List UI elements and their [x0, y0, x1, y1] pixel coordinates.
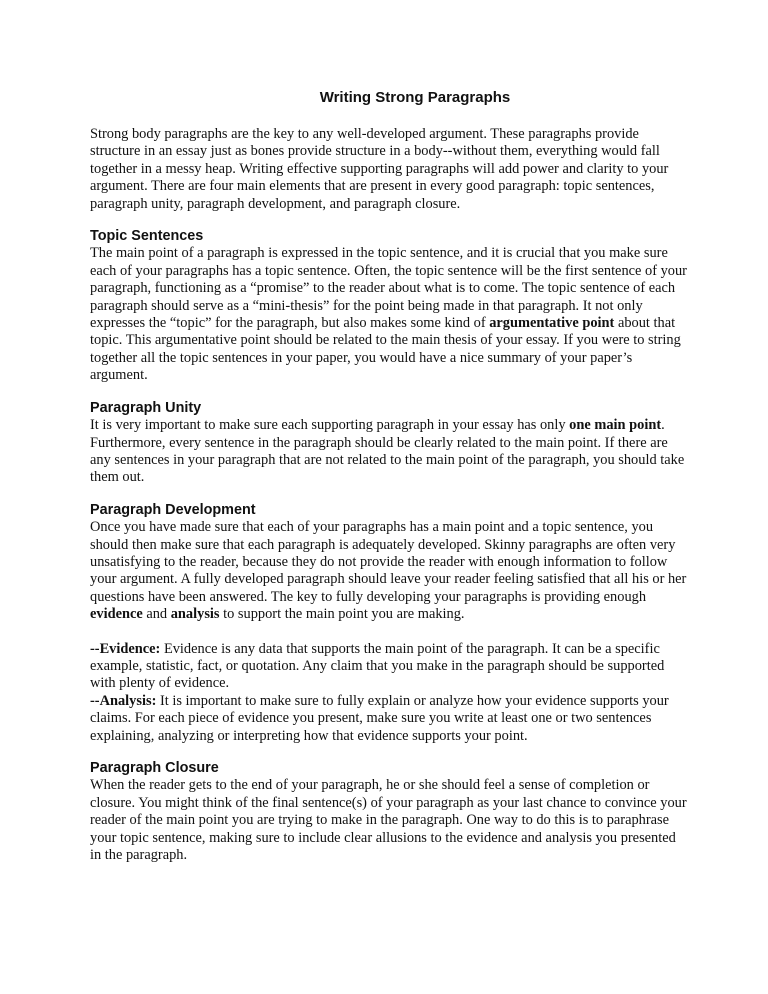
bold-term-one-main-point: one main point: [569, 417, 662, 434]
evidence-paragraph: [90, 641, 690, 693]
text-run: It is important to make sure to fully explain or analyze how your evidence supports your claims. For each piece of evidence you present, make sure you write at least one or two sentences explaining, analyzing or interpreting how that evidence supports your point.: [90, 692, 669, 744]
text-run: . Furthermore, every sentence in the paragraph should be clearly related to the main point. If there are any sentences in your paragraph that are not related to the main point of the paragraph, you should take them out.: [90, 417, 685, 486]
section-heading-topic-sentences: Topic Sentences: [90, 228, 204, 245]
text-run: to support the main point you are making.: [219, 606, 465, 623]
paragraph-unity-paragraph: [90, 417, 690, 487]
text-run: about that topic. This argumentative point should be related to the main thesis of your essay. If you were to string together all the topic sentences in your paper, you would have a nice summary of your paper’s argument.: [90, 315, 681, 384]
section-heading-paragraph-development: Paragraph Development: [90, 501, 256, 518]
evidence-label: --Evidence:: [90, 640, 161, 657]
section-paragraph-closure: [90, 760, 690, 864]
topic-sentences-paragraph: [90, 245, 690, 384]
analysis-label: --Analysis:: [90, 692, 157, 709]
text-run: The main point of a paragraph is expressed in the topic sentence, and it is crucial that you make sure each of your paragraphs has a topic sentence. Often, the topic sentence will be the first sentence of your paragraph, functioning as a “promise” to the reader about what is to come. The topic sentence of each paragraph should serve as a “mini-thesis” for the point being made in that paragraph. It not only expresses the “topic” for the paragraph, but also makes some kind of: [90, 245, 687, 332]
section-paragraph-unity: [90, 400, 690, 487]
text-run: Evidence is any data that supports the main point of the paragraph. It can be a specific example, statistic, fact, or quotation. Any claim that you make in the paragraph should be supported with plenty of evidence.: [90, 640, 665, 692]
document-title: Writing Strong Paragraphs: [319, 89, 511, 106]
paragraph-closure-paragraph: When the reader gets to the end of your paragraph, he or she should feel a sense of completion or closure. You might think of the final sentence(s) of your paragraph as your last chance to convince your reader of the main point you are trying to make in the paragraph. One way to do this is to paraphrase your topic sentence, making sure to include clear allusions to the evidence and analysis you presented in the paragraph.: [90, 777, 687, 864]
section-heading-paragraph-unity: Paragraph Unity: [90, 399, 202, 416]
bold-term-argumentative-point: argumentative point: [489, 315, 615, 332]
bold-term-evidence: evidence: [90, 606, 143, 623]
text-run: Once you have made sure that each of your paragraphs has a main point and a topic sentence, you should then make sure that each paragraph is adequately developed. Skinny paragraphs are often very unsatisfying to the reader, because they do not provide the reader with enough information to follow your argument. A fully developed paragraph should leave your reader feeling satisfied that all his or her questions have been answered. The key to fully developing your paragraphs is providing enough: [90, 519, 687, 605]
analysis-paragraph: [90, 693, 690, 745]
intro-paragraph: Strong body paragraphs are the key to any well-developed argument. These paragraphs provide structure in an essay just as bones provide structure in a body--without them, everything would fall together in a messy heap. Writing effective supporting paragraphs will add power and clarity to your argument. There are four main elements that are present in every good paragraph: topic sentences, paragraph unity, paragraph development, and paragraph closure.: [90, 126, 669, 212]
document-page: [90, 88, 690, 864]
section-heading-paragraph-closure: Paragraph Closure: [90, 760, 219, 776]
section-topic-sentences: [90, 228, 690, 385]
text-run: It is very important to make sure each supporting paragraph in your essay has only: [90, 417, 570, 434]
text-run: and: [142, 606, 171, 623]
bold-term-analysis: analysis: [170, 606, 220, 623]
paragraph-development-paragraph: [90, 519, 690, 623]
section-paragraph-development: [90, 502, 690, 745]
